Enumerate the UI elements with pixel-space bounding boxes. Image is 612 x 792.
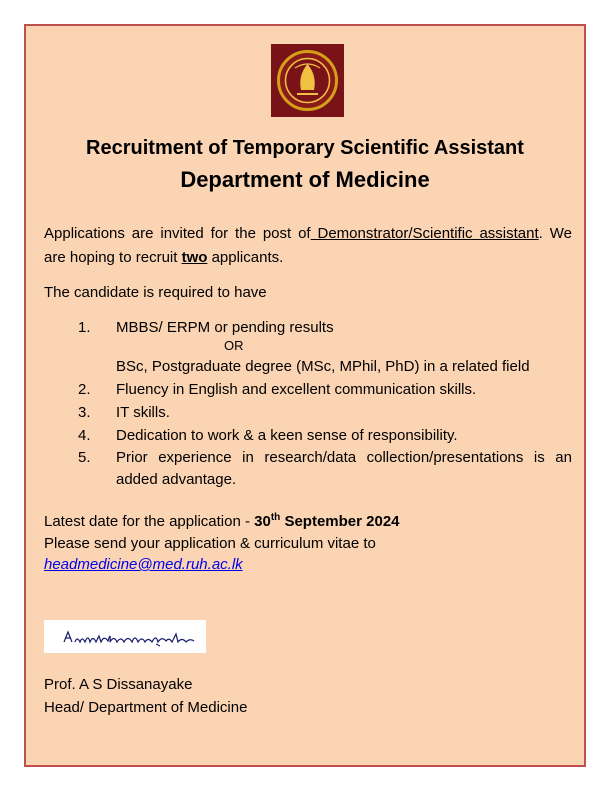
- requirement-number: 2.: [78, 381, 91, 398]
- requirement-number: 1.: [78, 319, 91, 336]
- email-link[interactable]: headmedicine@med.ruh.ac.lk: [44, 556, 243, 573]
- requirement-text: Prior experience in research/data collection/presentations is an added advantage.: [116, 449, 572, 488]
- intro-text-2: . We are hoping to recruit: [44, 225, 572, 266]
- intro-text-3: applicants.: [207, 249, 284, 266]
- intro-paragraph: [44, 222, 572, 270]
- requirement-text: MBBS/ ERPM or pending results: [116, 319, 334, 336]
- deadline-month-year: September 2024: [280, 513, 400, 530]
- intro-text-1: Applications are invited for the post of: [44, 225, 311, 242]
- requirement-text: Dedication to work & a keen sense of responsibility.: [116, 427, 458, 444]
- deadline-label: Latest date for the application -: [44, 513, 255, 530]
- requirement-number: 4.: [78, 427, 91, 444]
- requirements-heading: The candidate is required to have: [44, 284, 267, 301]
- university-seal-icon: [271, 44, 344, 117]
- send-instructions: Please send your application & curriculum vitae to: [44, 535, 376, 552]
- signatory-title: Head/ Department of Medicine: [44, 699, 248, 716]
- requirement-text: IT skills.: [116, 404, 170, 421]
- recruit-count: two: [181, 249, 208, 266]
- handwritten-signature: [44, 620, 206, 653]
- deadline-day-suffix: th: [270, 512, 281, 523]
- recruitment-notice: [24, 24, 586, 767]
- or-separator: OR: [224, 338, 244, 353]
- application-deadline: [44, 512, 400, 530]
- post-name: Demonstrator/Scientific assistant: [310, 225, 539, 242]
- deadline-date: [254, 513, 399, 530]
- signatory-name: Prof. A S Dissanayake: [44, 676, 193, 693]
- notice-title: Recruitment of Temporary Scientific Assistant: [86, 137, 524, 159]
- requirement-text: Fluency in English and excellent communication skills.: [116, 381, 477, 398]
- requirement-number: 3.: [78, 404, 91, 421]
- deadline-day: 30: [254, 513, 271, 530]
- department-title: Department of Medicine: [180, 167, 430, 192]
- requirement-number: 5.: [78, 449, 91, 466]
- alternative-qualification: BSc, Postgraduate degree (MSc, MPhil, PhD) in a related field: [116, 358, 530, 375]
